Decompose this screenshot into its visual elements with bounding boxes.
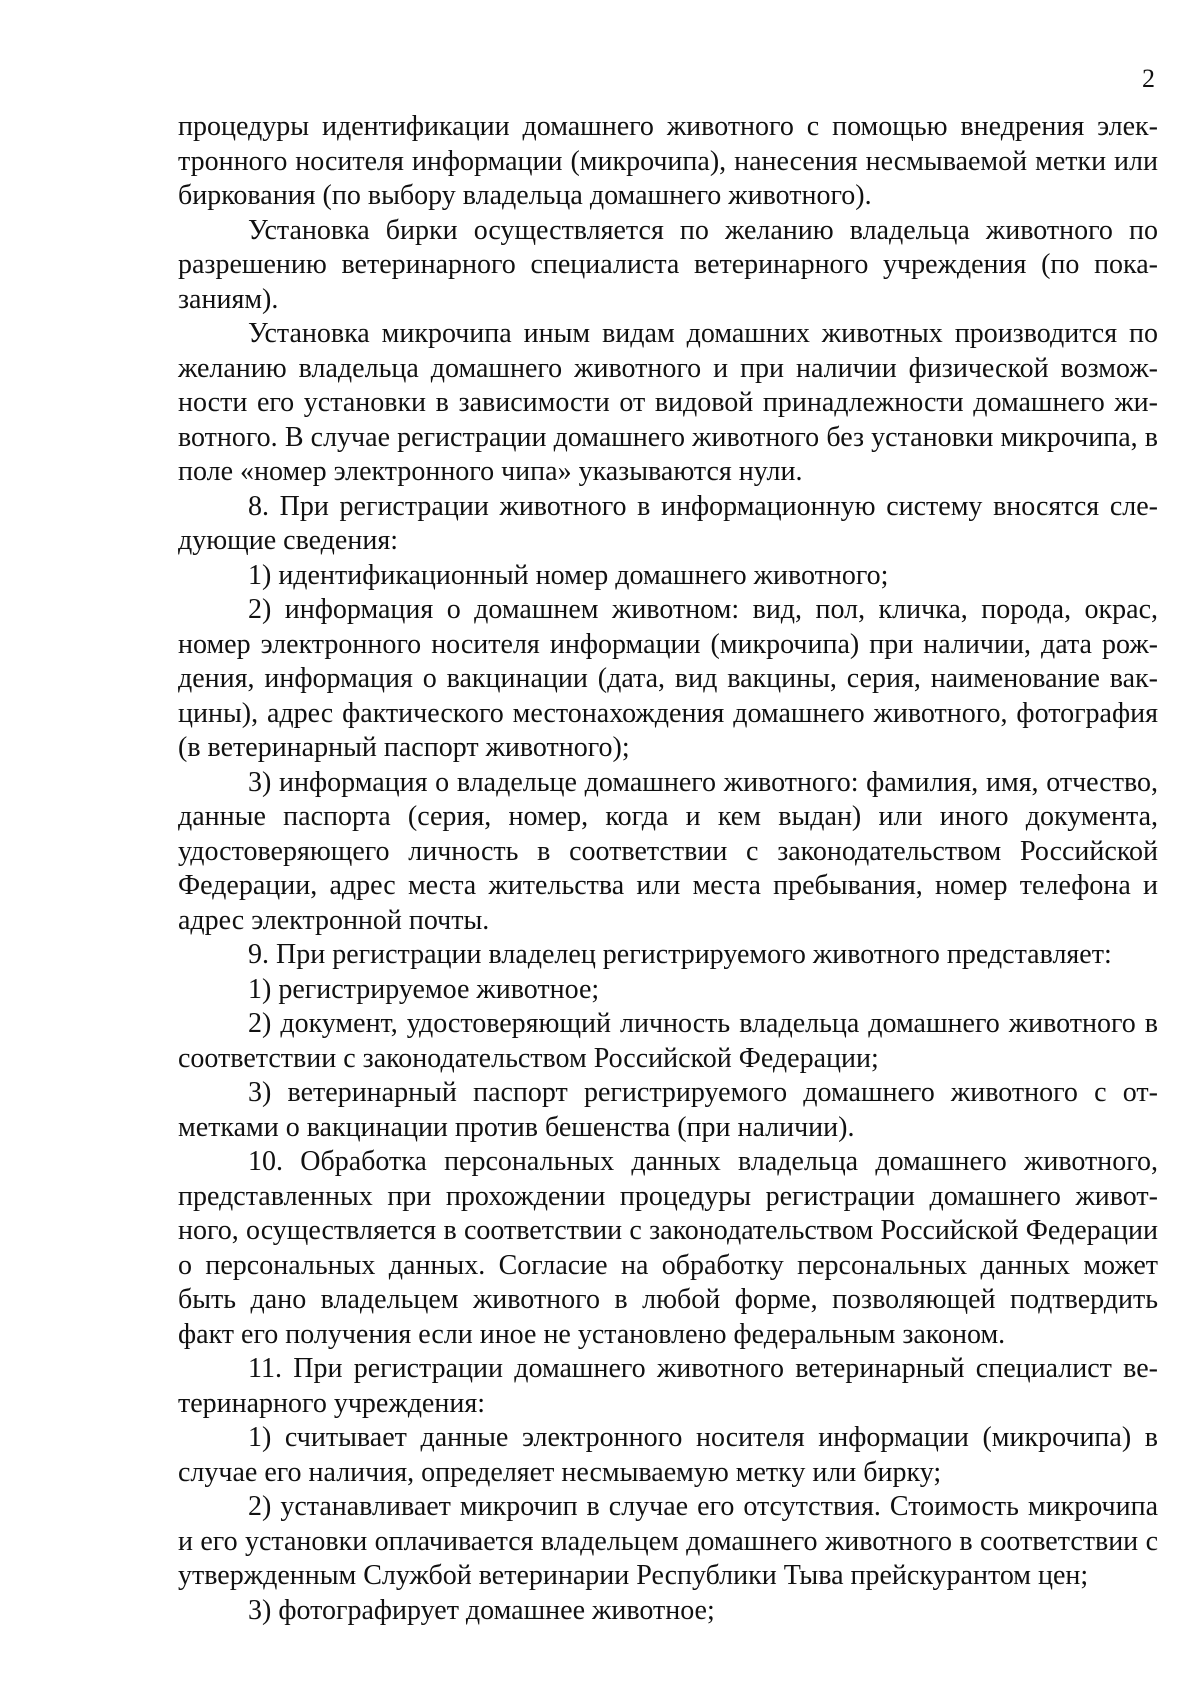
paragraph: Установка микрочипа иным видам домашних животных производится по желанию владельца домашнего животного и при наличии физической возможности его установки в зависимости от видовой принадлежности домашнего животного. В случае регистрации домашнего животного без установки микрочипа, в поле «номер электронного чипа» указываются нули. <box>178 318 1158 487</box>
list-item: 3) ветеринарный паспорт регистрируемого домашнего животного с отметками о вакцинации против бешенства (при наличии). <box>178 1077 1158 1143</box>
list-item: 1) считывает данные электронного носителя информации (микрочипа) в случае его наличия, определяет несмываемую метку или бирку; <box>178 1422 1158 1488</box>
paragraph: 8. При регистрации животного в информационную систему вносятся следующие сведения: <box>178 490 1158 556</box>
list-item: 2) информация о домашнем животном: вид, пол, кличка, порода, окрас, номер электронного носителя информации (микрочипа) при наличии, дата рождения, информация о вакцинации (дата, вид вакцины, серия, наименование вакцины), адрес фактического местонахождения домашнего животного, фотография (в ветеринарный паспорт животного); <box>178 594 1158 763</box>
paragraph: 11. При регистрации домашнего животного ветеринарный специалист ветеринарного учреждения: <box>178 1353 1158 1419</box>
list-item: 2) документ, удостоверяющий личность владельца домашнего животного в соответствии с законодательством Российской Федерации; <box>178 1008 1158 1074</box>
list-item: 3) фотографирует домашнее животное; <box>248 1594 715 1626</box>
page-number: 2 <box>1142 64 1155 93</box>
paragraph: процедуры идентификации домашнего животного с помощью внедрения электронного носителя информации (микрочипа), нанесения несмываемой метки или биркования (по выбору владельца домашнего животного). <box>178 111 1158 211</box>
paragraph: 9. При регистрации владелец регистрируемого животного представляет: <box>248 939 1112 970</box>
list-item: 3) информация о владельце домашнего животного: фамилия, имя, отчество, данные паспорта (серия, номер, когда и кем выдан) или иного документа, удостоверяющего личность в соответствии с законодательством Российской Федерации, адрес места жительства или места пребывания, номер телефона и адрес электронной почты. <box>178 766 1158 936</box>
list-item: 2) устанавливает микрочип в случае его отсутствия. Стоимость микрочипа и его установки оплачивается владельцем домашнего животного в соответствии с утвержденным Службой ветеринарии Республики Тыва прейскурантом цен; <box>178 1491 1158 1591</box>
paragraph: Установка бирки осуществляется по желанию владельца животного по разрешению ветеринарного специалиста ветеринарного учреждения (по показаниям). <box>178 214 1158 315</box>
list-item: 1) регистрируемое животное; <box>248 973 600 1005</box>
list-item: 1) идентификационный номер домашнего животного; <box>248 559 889 591</box>
document-body <box>178 110 1158 1628</box>
paragraph: 10. Обработка персональных данных владельца домашнего животного, представленных при прохождении процедуры регистрации домашнего животного, осуществляется в соответствии с законодательством Российской Федерации о персональных данных. Согласие на обработку персональных данных может быть дано владельцем животного в любой форме, позволяющей подтвердить факт его получения если иное не установлено федеральным законом. <box>178 1146 1158 1350</box>
